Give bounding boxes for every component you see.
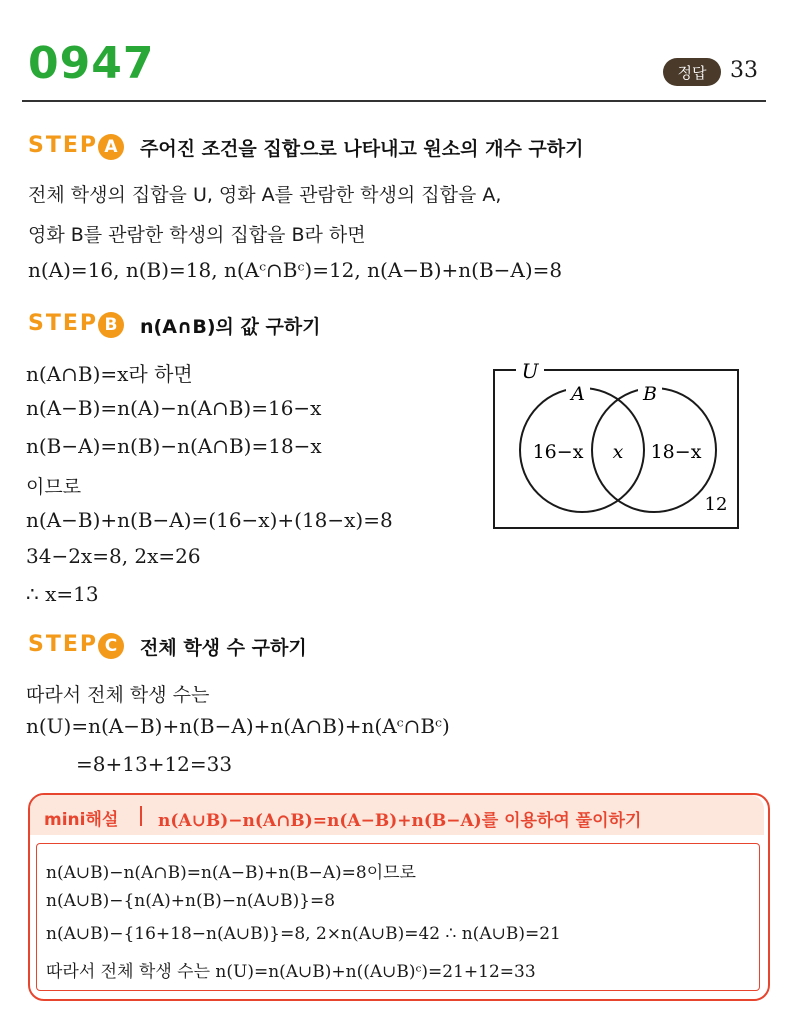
mini-label: mini해설	[44, 810, 119, 830]
mini-line-1: n(A∪B)−n(A∩B)=n(A−B)+n(B−A)=8이므로	[46, 863, 416, 883]
step-c-line-2: n(U)=n(A−B)+n(B−A)+n(A∩B)+n(Aᶜ∩Bᶜ)	[26, 714, 450, 738]
region-only-a: 16−x	[532, 441, 584, 463]
step-c-line-3: =8+13+12=33	[76, 752, 233, 776]
step-b-line-5: n(A−B)+n(B−A)=(16−x)+(18−x)=8	[26, 508, 393, 532]
step-a-badge: A	[98, 134, 124, 160]
mini-title: n(A∪B)−n(A∩B)=n(A−B)+n(B−A)를 이용하여 풀이하기	[158, 811, 642, 831]
answer-badge: 정답	[663, 58, 721, 86]
step-b-line-3: n(B−A)=n(B)−n(A∩B)=18−x	[26, 434, 322, 458]
answer-page-number: 33	[730, 58, 758, 83]
step-b-badge: B	[98, 312, 124, 338]
step-c-line-1: 따라서 전체 학생 수는	[26, 684, 210, 706]
step-a-title: 주어진 조건을 집합으로 나타내고 원소의 개수 구하기	[140, 138, 584, 160]
step-b-line-4: 이므로	[26, 476, 82, 498]
step-a-label: STEP	[28, 133, 99, 158]
problem-number: 0947	[28, 38, 155, 89]
region-only-b: 18−x	[650, 441, 702, 463]
step-b-label: STEP	[28, 311, 99, 336]
mini-line-2: n(A∪B)−{n(A)+n(B)−n(A∪B)}=8	[46, 891, 336, 911]
step-b-line-1: n(A∩B)=x라 하면	[26, 362, 193, 386]
step-a-line-3: n(A)=16, n(B)=18, n(Aᶜ∩Bᶜ)=12, n(A−B)+n(B−A)=8	[28, 258, 563, 282]
step-a-line-1: 전체 학생의 집합을 U, 영화 A를 관람한 학생의 집합을 A,	[28, 184, 502, 206]
step-b-line-2: n(A−B)=n(A)−n(A∩B)=16−x	[26, 396, 322, 420]
set-a-label: A	[571, 383, 585, 405]
step-b-line-6: 34−2x=8, 2x=26	[26, 544, 201, 568]
step-b-line-7: ∴ x=13	[26, 582, 99, 606]
step-c-badge: C	[98, 633, 124, 659]
mini-line-4: 따라서 전체 학생 수는 n(U)=n(A∪B)+n((A∪B)ᶜ)=21+12=33	[46, 962, 536, 982]
step-a-line-2: 영화 B를 관람한 학생의 집합을 B라 하면	[28, 224, 366, 246]
mini-line-3: n(A∪B)−{16+18−n(A∪B)}=8, 2×n(A∪B)=42 ∴ n(A∪B)=21	[46, 924, 561, 944]
venn-diagram	[492, 358, 740, 530]
step-c-label: STEP	[28, 632, 99, 657]
step-c-title: 전체 학생 수 구하기	[140, 637, 307, 659]
mini-separator	[140, 806, 142, 826]
step-b-title: n(A∩B)의 값 구하기	[140, 316, 321, 338]
region-outside: 12	[704, 494, 728, 515]
header-divider	[22, 100, 766, 102]
set-b-label: B	[643, 383, 657, 405]
region-intersection: x	[612, 441, 624, 463]
universe-label: U	[521, 359, 539, 383]
